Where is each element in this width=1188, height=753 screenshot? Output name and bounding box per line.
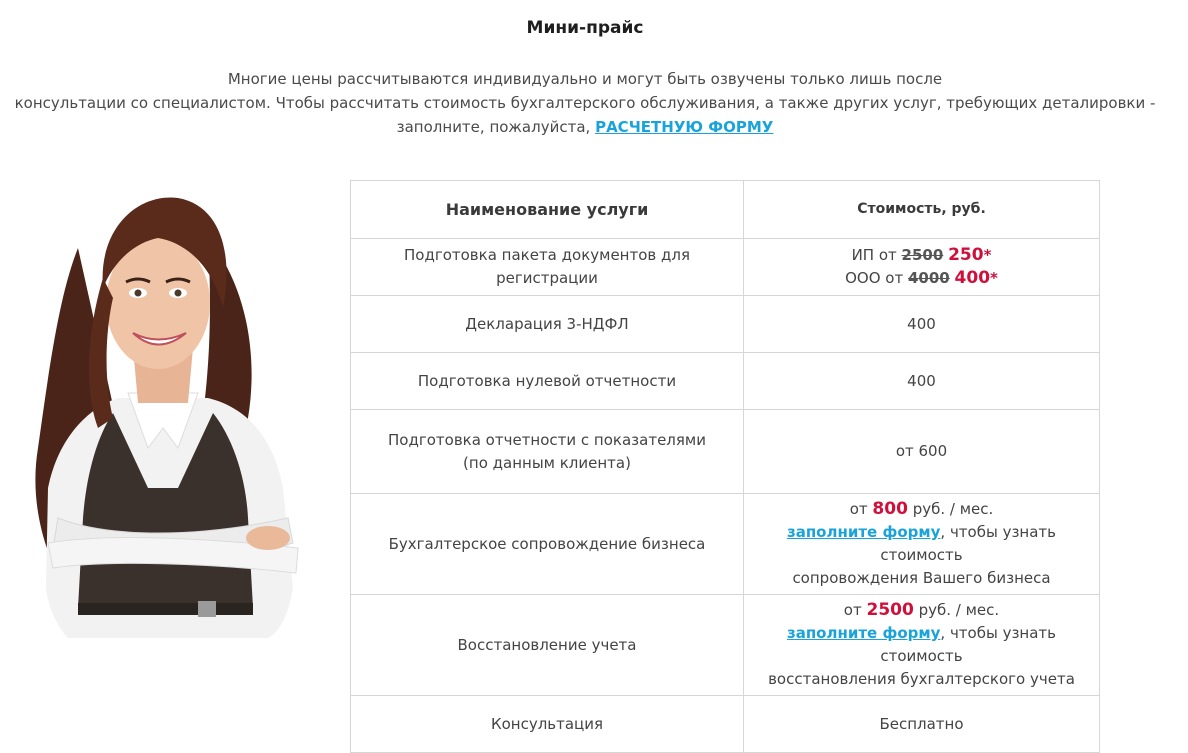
price-from: от bbox=[849, 500, 868, 518]
header-price: Стоимость, руб. bbox=[744, 181, 1100, 239]
price-from: от bbox=[843, 601, 862, 619]
page-title: Мини-прайс bbox=[526, 18, 644, 38]
table-row bbox=[351, 595, 1100, 696]
intro-line-1: Многие цены рассчитываются индивидуально и могут быть озвучены только лишь после bbox=[227, 70, 943, 88]
ooo-prefix: ООО от bbox=[845, 269, 904, 287]
header-service: Наименование услуги bbox=[351, 181, 744, 239]
price-note: , чтобы узнать стоимость bbox=[880, 523, 1057, 564]
price-unit: руб. / мес. bbox=[912, 500, 994, 518]
price-note-2: восстановления бухгалтерского учета bbox=[768, 670, 1075, 688]
table-row bbox=[351, 296, 1100, 353]
calculation-form-link[interactable]: РАСЧЕТНУЮ ФОРМУ bbox=[595, 118, 774, 136]
ooo-old-price: 4000 bbox=[908, 269, 950, 287]
service-name: Бухгалтерское сопровождение бизнеса bbox=[351, 494, 744, 595]
price-amount: 2500 bbox=[866, 600, 914, 620]
intro-line-3-text: заполните, пожалуйста, bbox=[396, 118, 591, 136]
table-row bbox=[351, 494, 1100, 595]
ip-old-price: 2500 bbox=[901, 246, 944, 264]
service-price: 400 bbox=[744, 296, 1100, 353]
service-price bbox=[744, 595, 1100, 696]
table-row bbox=[351, 696, 1100, 753]
price-unit: руб. / мес. bbox=[918, 601, 1000, 619]
table-row bbox=[351, 239, 1100, 296]
intro-line-2: консультации со специалистом. Чтобы рассчитать стоимость бухгалтерского обслуживания, а также других услуг, требующих деталировки - bbox=[14, 94, 1156, 112]
service-name: Восстановление учета bbox=[351, 595, 744, 696]
ip-prefix: ИП от bbox=[851, 246, 897, 264]
price-note-2: сопровождения Вашего бизнеса bbox=[792, 569, 1051, 587]
service-price bbox=[744, 494, 1100, 595]
intro-line-3 bbox=[0, 115, 1170, 139]
fill-form-link[interactable]: заполните форму bbox=[786, 624, 941, 642]
service-name-line-1: Подготовка отчетности с показателями bbox=[388, 430, 706, 449]
service-name bbox=[351, 410, 744, 494]
price-amount: 800 bbox=[872, 499, 908, 519]
service-name: Консультация bbox=[351, 696, 744, 753]
price-note: , чтобы узнать стоимость bbox=[880, 624, 1057, 665]
service-name: Декларация 3-НДФЛ bbox=[351, 296, 744, 353]
service-price: 400 bbox=[744, 353, 1100, 410]
ooo-new-price: 400 bbox=[954, 268, 991, 288]
service-name-line-2: (по данным клиента) bbox=[463, 453, 631, 472]
asterisk: * bbox=[983, 246, 992, 264]
consultant-photo bbox=[18, 188, 308, 638]
asterisk: * bbox=[990, 269, 998, 287]
service-name: Подготовка нулевой отчетности bbox=[351, 353, 744, 410]
service-price: от 600 bbox=[744, 410, 1100, 494]
service-price: Бесплатно bbox=[744, 696, 1100, 753]
table-row bbox=[351, 353, 1100, 410]
fill-form-link[interactable]: заполните форму bbox=[786, 523, 941, 541]
service-name: Подготовка пакета документов для регистрации bbox=[351, 239, 744, 296]
price-table bbox=[350, 180, 1100, 753]
ip-new-price: 250 bbox=[948, 245, 984, 265]
service-price bbox=[744, 239, 1100, 296]
table-row bbox=[351, 410, 1100, 494]
intro-text bbox=[0, 67, 1170, 139]
